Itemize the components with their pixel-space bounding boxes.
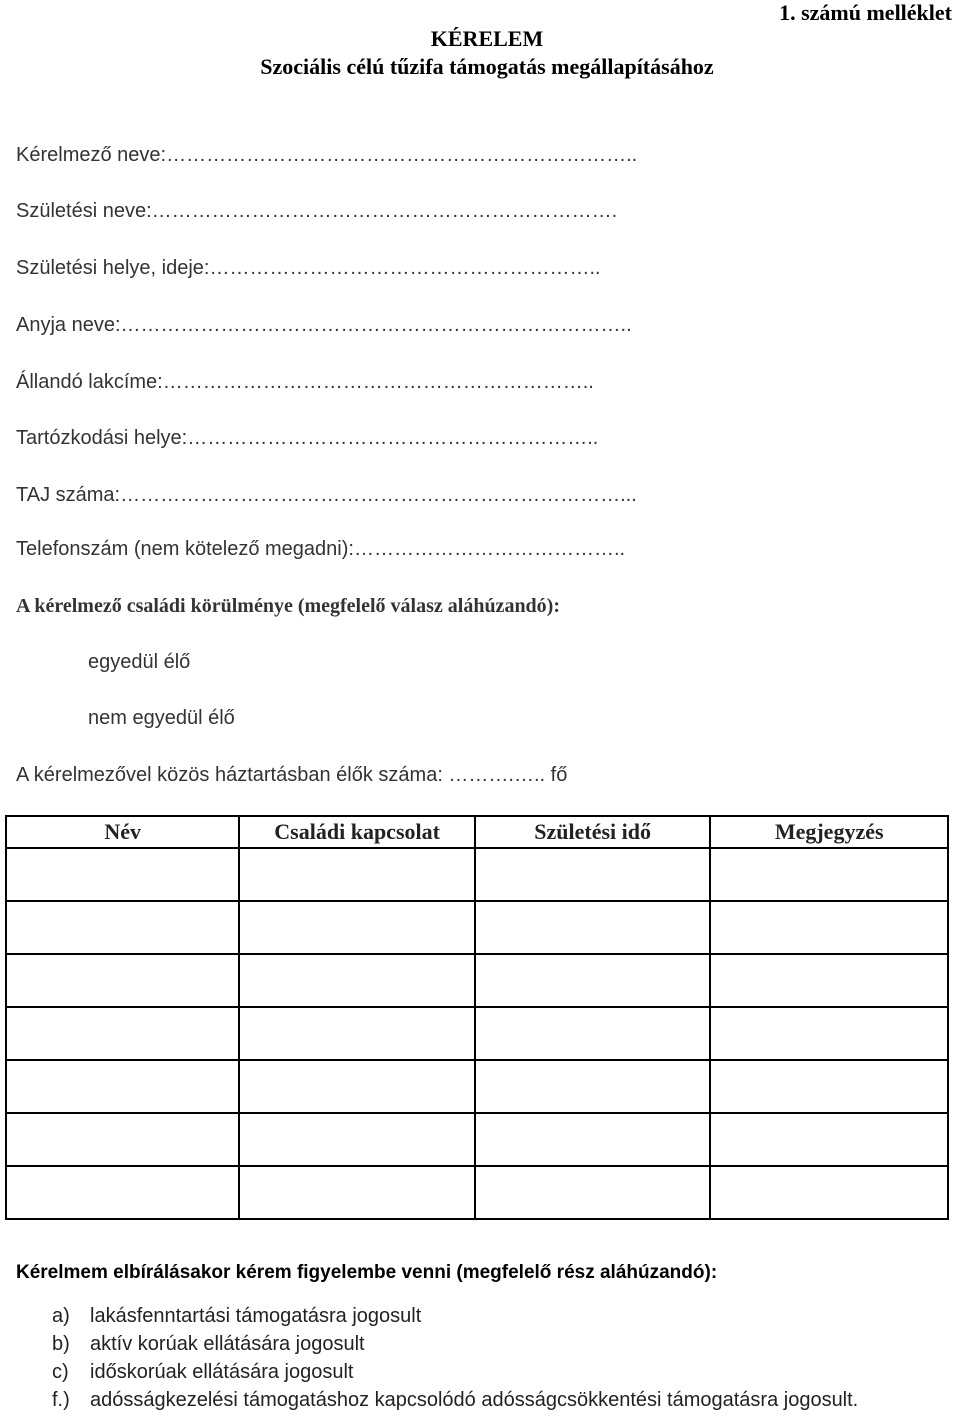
table-cell[interactable] — [475, 848, 711, 901]
document-subtitle: Szociális célú tűzifa támogatás megállapításához — [260, 54, 714, 79]
column-header-birth-date: Születési idő — [475, 816, 711, 848]
table-row — [6, 1060, 948, 1113]
table-cell[interactable] — [475, 1166, 711, 1219]
table-cell[interactable] — [710, 1166, 948, 1219]
column-header-name: Név — [6, 816, 239, 848]
table-header-row — [6, 816, 948, 848]
table-cell[interactable] — [6, 1060, 239, 1113]
household-count-line[interactable]: A kérelmezővel közös háztartásban élők száma: ……….….. fő — [16, 764, 568, 786]
field-birth-name[interactable]: Születési neve:……………………………………………………………. — [16, 200, 618, 222]
table-cell[interactable] — [239, 1060, 475, 1113]
title-block — [0, 25, 960, 81]
table-cell[interactable] — [475, 901, 711, 954]
benefit-label: időskorúak ellátására jogosult — [90, 1361, 354, 1383]
table-cell[interactable] — [475, 1113, 711, 1166]
document-title: KÉRELEM — [430, 26, 544, 51]
field-birth-place-date[interactable]: Születési helye, ideje:………………………………………………….. — [16, 257, 601, 279]
option-living-alone[interactable]: egyedül élő — [88, 651, 191, 673]
table-cell[interactable] — [239, 1007, 475, 1060]
field-mother-name[interactable]: Anyja neve:………………………………………………………………….. — [16, 314, 632, 336]
table-cell[interactable] — [6, 848, 239, 901]
table-row — [6, 1007, 948, 1060]
benefit-label: aktív korúak ellátására jogosult — [90, 1333, 365, 1355]
table-cell[interactable] — [239, 901, 475, 954]
table-cell[interactable] — [710, 954, 948, 1007]
list-marker: c) — [52, 1361, 69, 1383]
table-cell[interactable] — [239, 1113, 475, 1166]
benefit-item-elderly[interactable] — [52, 1358, 858, 1386]
table-cell[interactable] — [475, 1007, 711, 1060]
field-applicant-name[interactable]: Kérelmező neve:…………………………………………………………….. — [16, 144, 638, 166]
benefits-list — [52, 1302, 858, 1414]
table-cell[interactable] — [6, 1166, 239, 1219]
consider-heading: Kérelmem elbírálásakor kérem figyelembe venni (megfelelő rész aláhúzandó): — [16, 1262, 718, 1283]
benefit-item-housing[interactable] — [52, 1302, 858, 1330]
column-header-notes: Megjegyzés — [710, 816, 948, 848]
option-not-living-alone[interactable]: nem egyedül élő — [88, 707, 235, 729]
table-row — [6, 954, 948, 1007]
field-phone[interactable]: Telefonszám (nem kötelező megadni):………………………………….. — [16, 538, 626, 560]
household-members-table — [5, 815, 949, 1220]
list-marker: b) — [52, 1333, 70, 1355]
list-marker: f.) — [52, 1389, 70, 1411]
family-heading: A kérelmező családi körülménye (megfelelő válasz aláhúzandó): — [16, 595, 561, 617]
table-cell[interactable] — [239, 1166, 475, 1219]
table-cell[interactable] — [475, 954, 711, 1007]
list-marker: a) — [52, 1305, 70, 1327]
field-permanent-address[interactable]: Állandó lakcíme:……………………………………………………….. — [16, 371, 594, 393]
table-cell[interactable] — [710, 1007, 948, 1060]
field-residence[interactable]: Tartózkodási helye:…………………………………………………….. — [16, 427, 599, 449]
table-row — [6, 1166, 948, 1219]
table-cell[interactable] — [710, 1060, 948, 1113]
table-row — [6, 901, 948, 954]
table-cell[interactable] — [6, 1007, 239, 1060]
table-cell[interactable] — [239, 954, 475, 1007]
table-row — [6, 848, 948, 901]
table-cell[interactable] — [475, 1060, 711, 1113]
column-header-relationship: Családi kapcsolat — [239, 816, 475, 848]
benefit-item-debt-reduction[interactable] — [52, 1386, 858, 1414]
benefit-label: adósságkezelési támogatáshoz kapcsolódó adósságcsökkentési támogatásra jogosult. — [90, 1389, 859, 1411]
annex-label: 1. számú melléklet — [779, 0, 952, 25]
table-cell[interactable] — [6, 1113, 239, 1166]
table-cell[interactable] — [710, 901, 948, 954]
table-cell[interactable] — [6, 901, 239, 954]
benefit-label: lakásfenntartási támogatásra jogosult — [90, 1305, 422, 1327]
table-cell[interactable] — [239, 848, 475, 901]
table-row — [6, 1113, 948, 1166]
table-cell[interactable] — [710, 1113, 948, 1166]
table-cell[interactable] — [710, 848, 948, 901]
field-taj-number[interactable]: TAJ száma:…………………………………………………………………... — [16, 484, 637, 506]
benefit-item-active-age[interactable] — [52, 1330, 858, 1358]
table-cell[interactable] — [6, 954, 239, 1007]
